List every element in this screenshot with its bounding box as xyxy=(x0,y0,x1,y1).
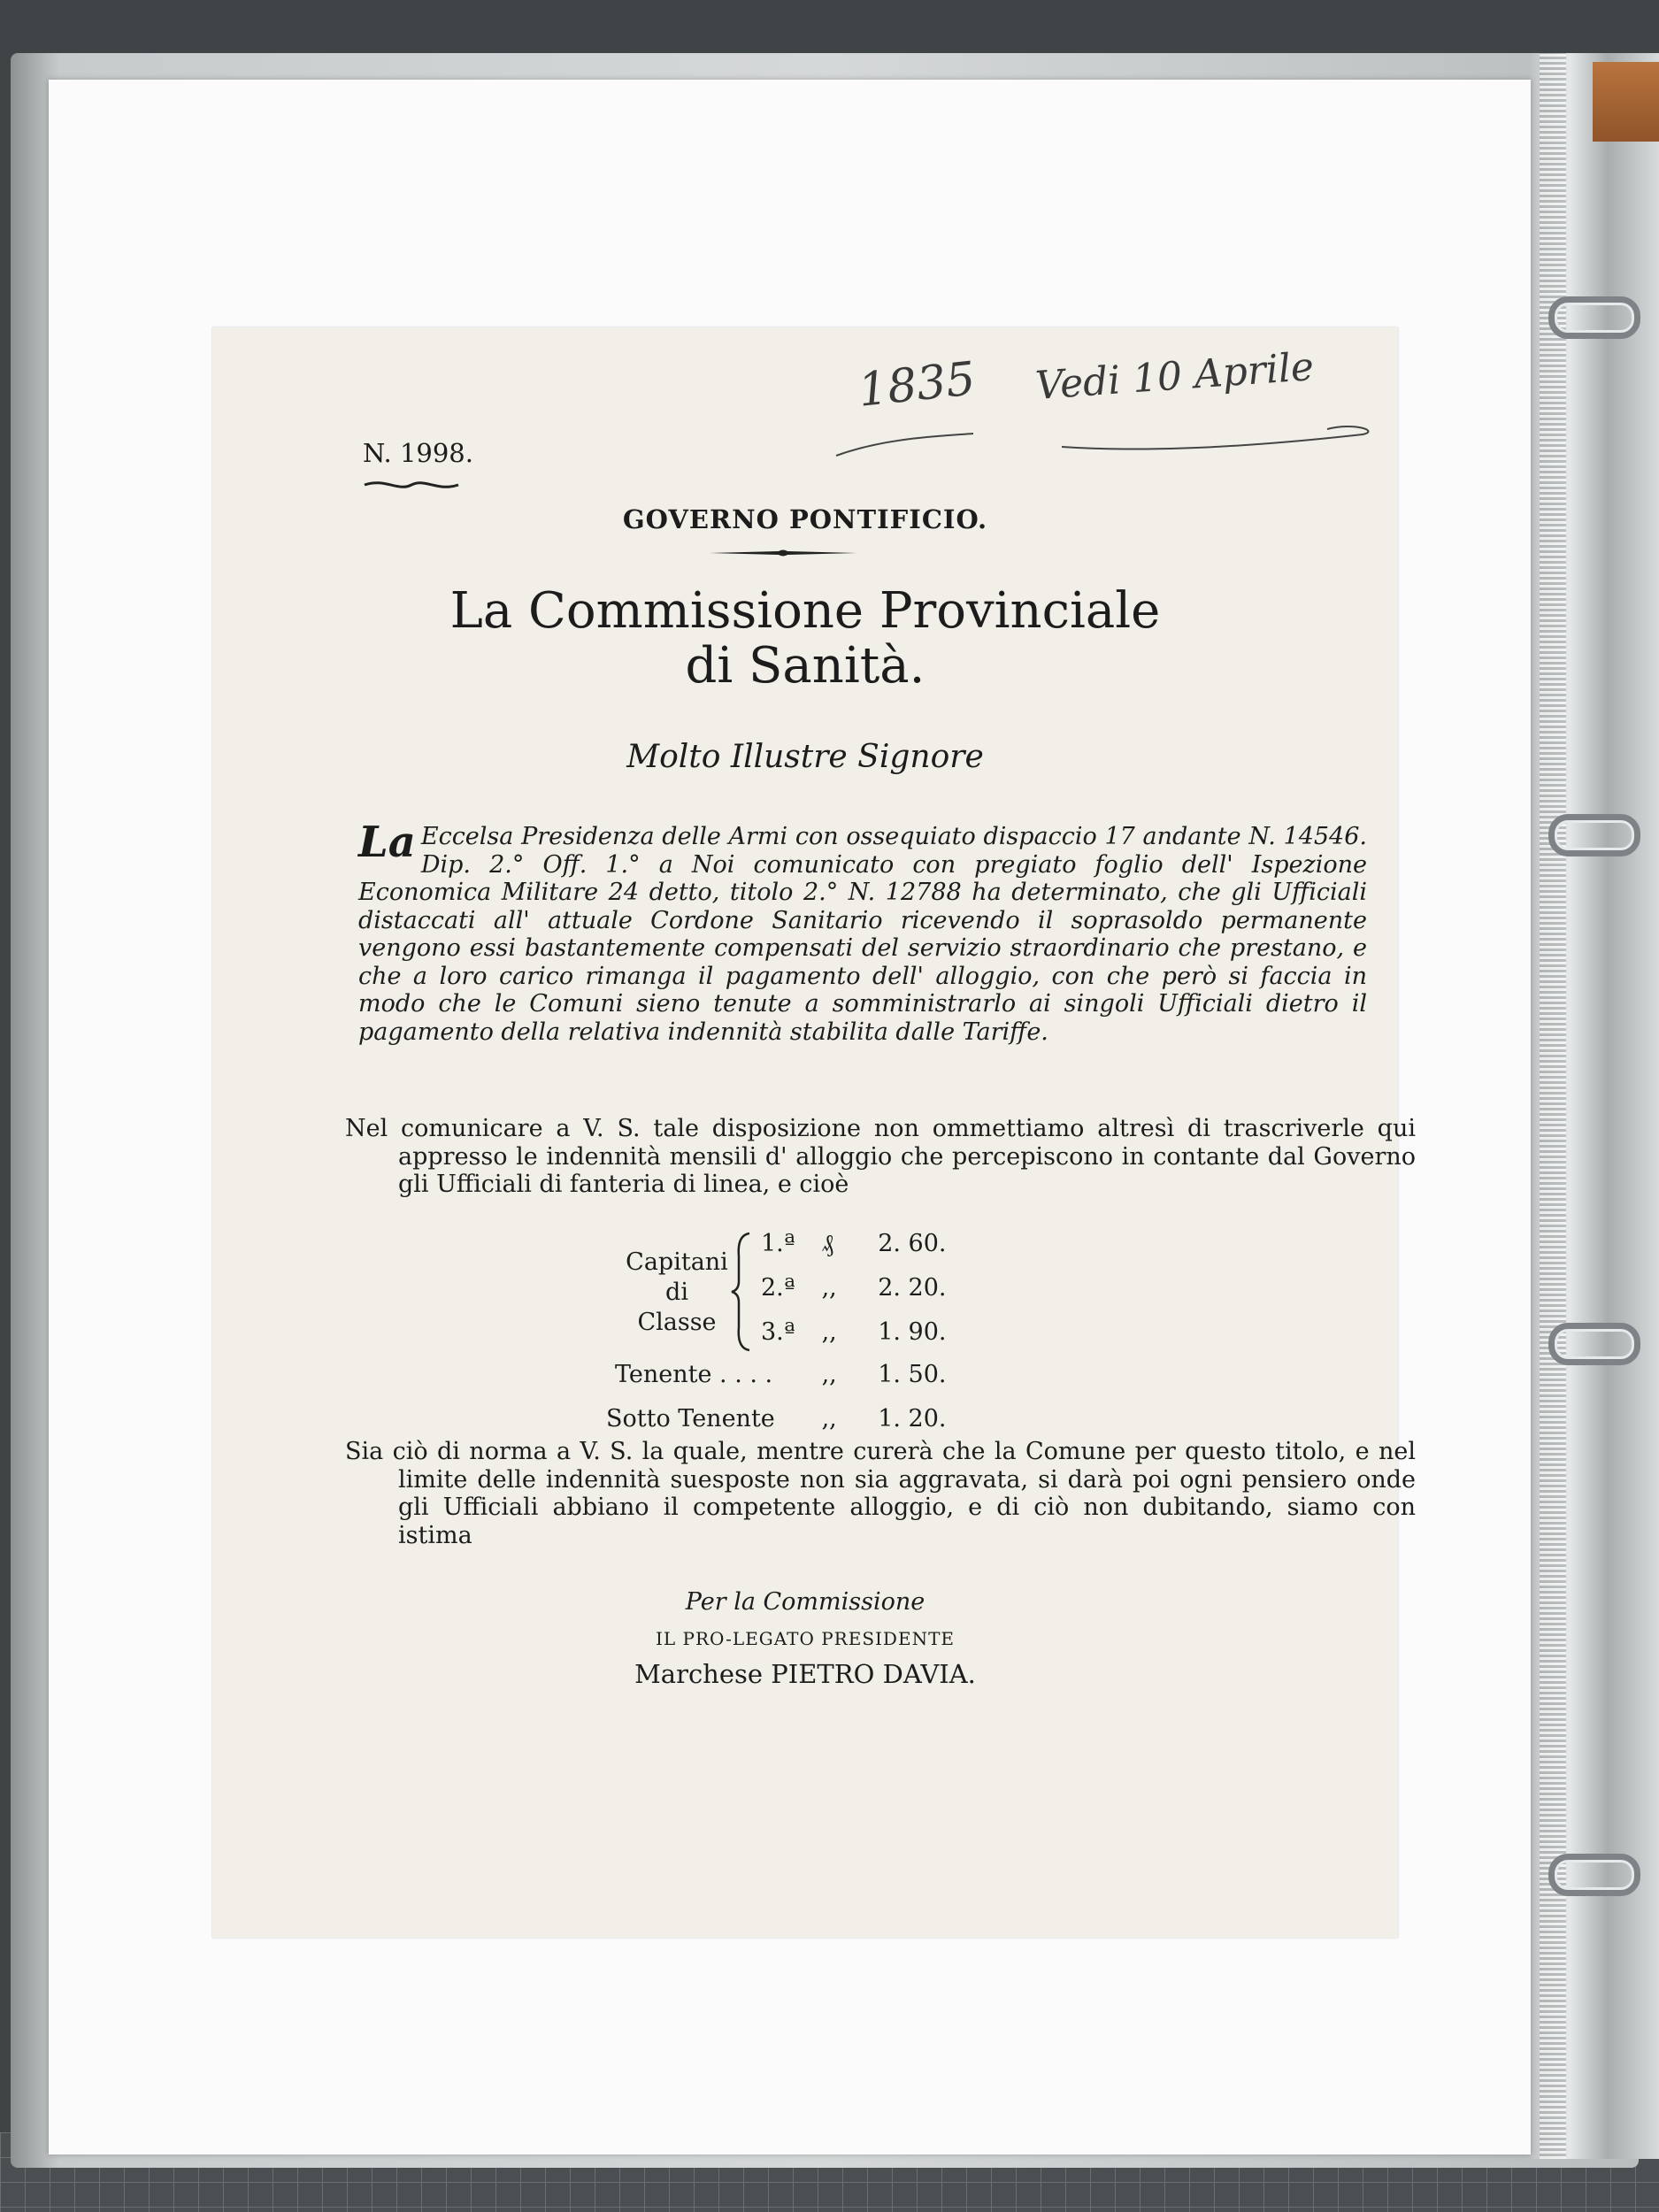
signature-name: Marchese PIETRO DAVIA. xyxy=(634,1659,976,1689)
rate-amount: 2. 60. xyxy=(878,1230,947,1257)
sleeve-perforation-strip xyxy=(1540,53,1566,2159)
rates-group-label-1: Capitani xyxy=(626,1248,728,1276)
rate-label: 1.ª xyxy=(761,1230,795,1257)
rate-row xyxy=(606,1405,946,1432)
rate-amount: 1. 90. xyxy=(878,1318,947,1346)
paragraph-1-text: Eccelsa Presidenza delle Armi con ossequiato dispaccio 17 andante N. 14546. Dip. 2.° Off. 1.° a Noi comunicato con pregiato foglio dell' Ispezione Economica Militare 24 detto, titolo 2.° N. 12788 ha determinato, che gli Ufficiali distaccati all' attuale Cordone Sanitario ricevendo il soprasoldo permanente vengono essi bastantemente compensati del servizio straordinario che prestano, e che a loro carico rimanga il pagamento dell' alloggio, con che però si faccia in modo che le Comuni sieno tenute a somministrarlo ai singoli Ufficiali dietro il pagamento della relativa indennità stabilita dalle Tariffe. xyxy=(358,823,1367,1046)
binder-ring-4 xyxy=(1548,1854,1640,1896)
rate-row xyxy=(761,1274,946,1302)
signature-role: IL PRO-LEGATO PRESIDENTE xyxy=(655,1628,956,1649)
rate-mark: ,, xyxy=(821,1361,837,1388)
heading-rule xyxy=(708,547,858,559)
rate-mark: ,, xyxy=(821,1318,837,1346)
government-heading: GOVERNO PONTIFICIO. xyxy=(622,504,988,534)
number-flourish xyxy=(363,476,460,494)
handwritten-note: Vedi 10 Aprile xyxy=(1033,344,1316,409)
paragraph-3: Sia ciò di norma a V. S. la quale, mentre curerà che la Comune per questo titolo, e nel limite delle indennità suesposte non sia aggravata, si darà poi ogni pensiero onde gli Ufficiali abbiano il competente alloggio, e di ciò non dubitando, siamo con istima xyxy=(345,1438,1416,1549)
binder-ring-2 xyxy=(1548,814,1640,856)
rate-label: 3.ª xyxy=(761,1318,795,1346)
drop-cap: La xyxy=(358,818,416,867)
paragraph-1 xyxy=(358,818,1367,1046)
paragraph-2: Nel comunicare a V. S. tale disposizione non ommettiamo altresì di trascriverle qui appresso le indennità mensili d' alloggio che percepiscono in contante dal Governo gli Ufficiali di fanteria di linea, e cioè xyxy=(345,1115,1416,1198)
commission-title xyxy=(212,584,1398,694)
rate-mark: ,, xyxy=(821,1405,837,1432)
rate-amount: 1. 20. xyxy=(878,1405,947,1432)
rate-label: 2.ª xyxy=(761,1274,795,1302)
handwritten-underline xyxy=(832,349,1380,465)
rate-mark: ₰ xyxy=(821,1230,834,1257)
handwritten-year: 1835 xyxy=(856,352,979,418)
rate-label: Tenente . . . . xyxy=(615,1361,773,1388)
rate-row xyxy=(761,1230,946,1257)
document-number: N. 1998. xyxy=(363,438,473,468)
binder-leather-tab xyxy=(1593,62,1659,142)
commission-title-line1: La Commissione Provinciale xyxy=(449,582,1161,640)
rate-row xyxy=(761,1318,946,1346)
rate-amount: 1. 50. xyxy=(878,1361,947,1388)
rates-group-label xyxy=(624,1248,730,1338)
binder-ring-3 xyxy=(1548,1323,1640,1365)
binder-ring-1 xyxy=(1548,296,1640,339)
historic-document xyxy=(212,327,1416,1938)
rates-brace xyxy=(730,1230,757,1354)
rates-group-label-3: Classe xyxy=(637,1309,717,1336)
rate-label: Sotto Tenente xyxy=(606,1405,775,1432)
rate-row xyxy=(615,1361,946,1388)
rates-group-label-2: di xyxy=(665,1279,688,1306)
rate-amount: 2. 20. xyxy=(878,1274,947,1302)
rate-mark: ,, xyxy=(821,1274,837,1302)
commission-title-line2: di Sanità. xyxy=(685,637,926,695)
salutation: Molto Illustre Signore xyxy=(626,739,984,775)
signature-for: Per la Commissione xyxy=(685,1588,926,1616)
